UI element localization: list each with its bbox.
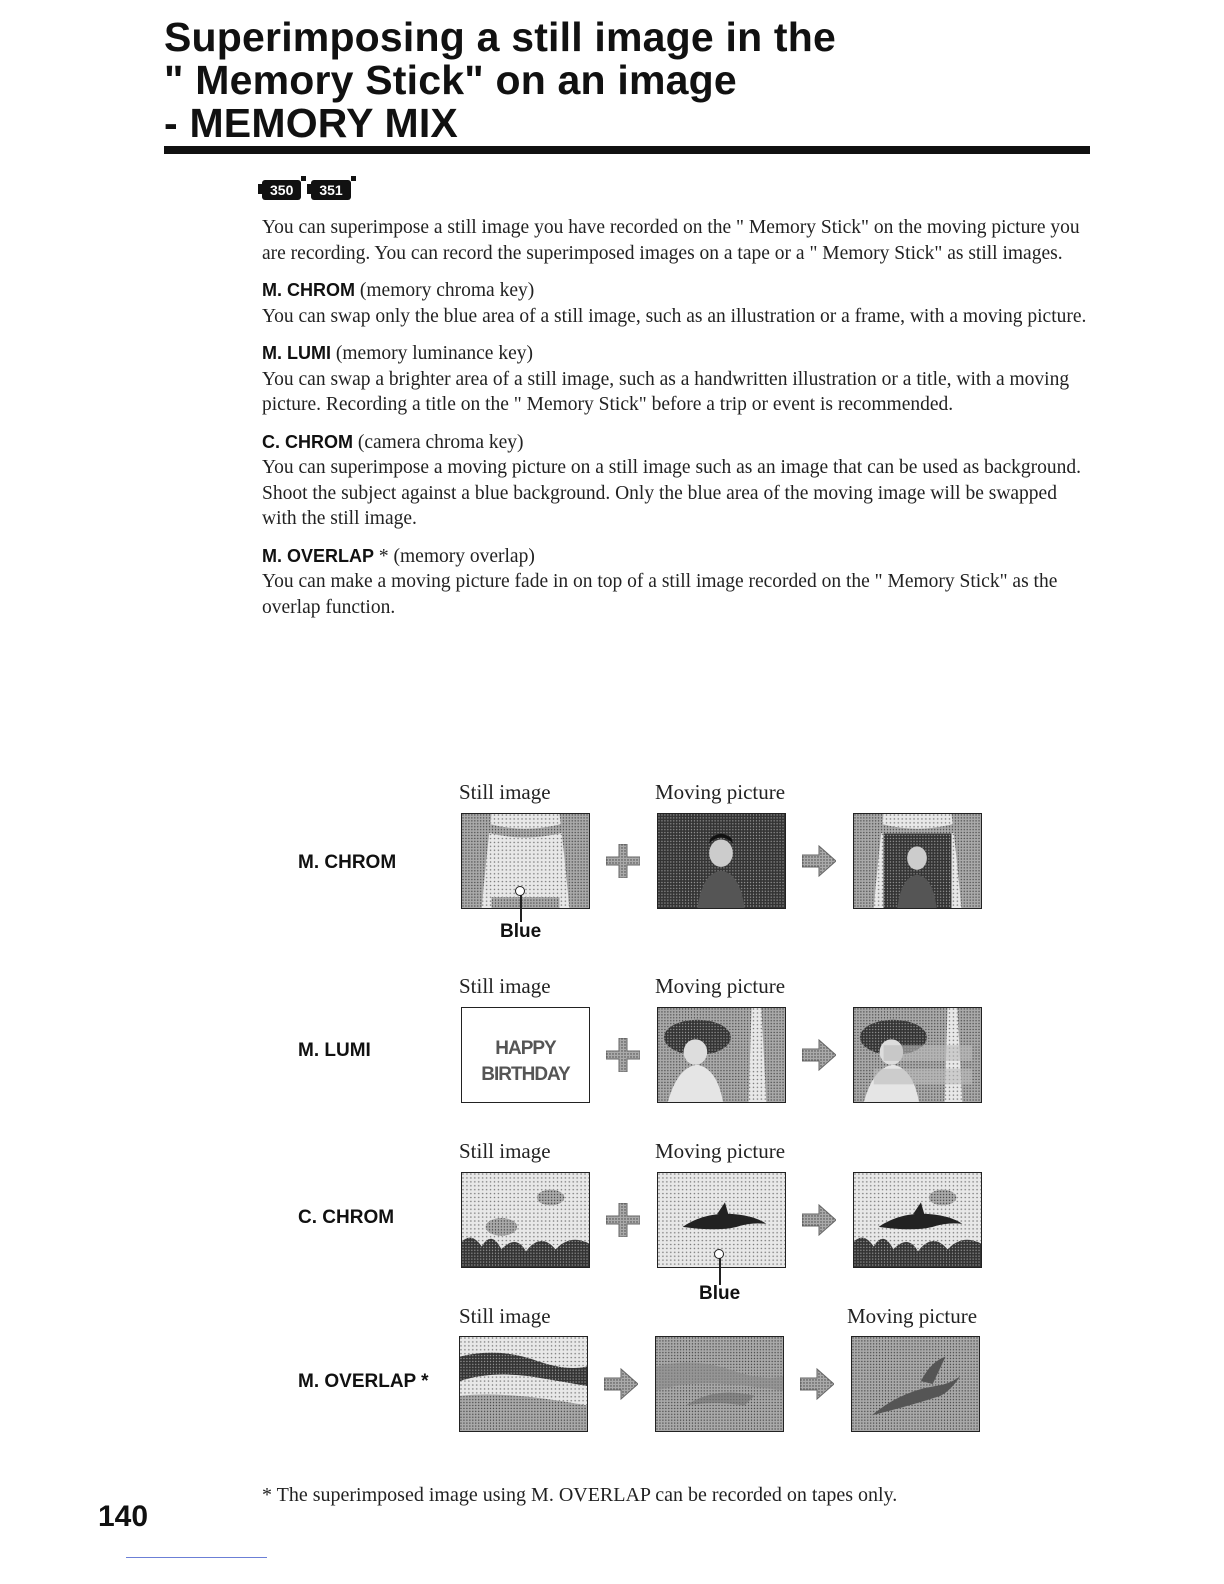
overlap-fade-image: [655, 1336, 784, 1432]
still-image-caption: Still image: [459, 1139, 551, 1163]
row-label-m-overlap: M. OVERLAP *: [298, 1371, 429, 1392]
footnote: * The superimposed image using M. OVERLAP can be recorded on tapes only.: [262, 1484, 898, 1506]
chrom-result-image: [853, 813, 982, 909]
moving-picture-caption: Moving picture: [655, 974, 786, 998]
mode-term: M. LUMI: [262, 343, 331, 363]
title-rule: [164, 146, 1090, 154]
girl-hat-image: [657, 1007, 786, 1103]
mode-term: C. CHROM: [262, 431, 353, 452]
moving-picture-caption: Moving picture: [655, 780, 786, 804]
mode-term: M. OVERLAP: [262, 545, 375, 566]
moving-picture-caption: Moving picture: [655, 1139, 786, 1163]
mode-description: You can superimpose a moving picture on a still image such as an image that can be used as background. Shoot the subject against a blue background. Only the blue area of the moving image will be swapped with the still image.: [262, 457, 1081, 529]
arrow-right-icon: [802, 1038, 836, 1072]
row-label-m-lumi: M. LUMI: [298, 1040, 371, 1061]
page-link-underline: [126, 1557, 267, 1558]
mode-m-lumi: [262, 341, 1092, 418]
plus-icon: [606, 1203, 640, 1237]
row-label-m-chrom: M. CHROM: [298, 852, 397, 873]
mode-paren: * (memory overlap): [374, 545, 535, 567]
blue-pointer: [719, 1255, 721, 1285]
title-text-birthday: BIRTHDAY: [481, 1064, 570, 1085]
mode-paren: (memory luminance key): [331, 343, 533, 364]
title-line-3: - MEMORY MIX: [164, 100, 458, 146]
waves-still-image: [459, 1336, 588, 1432]
blue-pointer: [520, 892, 522, 922]
title-line-1: Superimposing a still image in the: [164, 14, 837, 60]
stage-curtain-image: [461, 813, 590, 909]
bird-moving-picture-image: [851, 1336, 980, 1432]
intro-paragraph: You can superimpose a still image you have recorded on the " Memory Stick" on the moving picture you are recording. You can record the superimposed images on a tape or a " Memory Stick" as still images.: [262, 217, 1080, 264]
blue-label: Blue: [500, 921, 542, 942]
still-image-caption: Still image: [459, 1304, 551, 1328]
body-text: [262, 215, 1092, 632]
mode-description: You can swap only the blue area of a still image, such as an illustration or a frame, with a moving picture.: [262, 305, 1087, 327]
happy-birthday-title-image: [461, 1007, 590, 1103]
c-chrom-result-image: [853, 1172, 982, 1268]
lumi-result-image: [853, 1007, 982, 1103]
model-badge-350: 350: [262, 180, 301, 200]
arrow-right-icon: [802, 844, 836, 878]
moving-picture-caption: Moving picture: [847, 1304, 978, 1328]
woman-portrait-image: [657, 813, 786, 909]
mode-m-chrom: [262, 278, 1092, 329]
blue-label: Blue: [699, 1283, 741, 1304]
row-label-c-chrom: C. CHROM: [298, 1207, 395, 1228]
page-number: 140: [98, 1500, 149, 1533]
mode-paren: (memory chroma key): [355, 280, 535, 301]
title-line-2: " Memory Stick" on an image: [164, 57, 737, 103]
mode-m-overlap: [262, 544, 1092, 621]
arrow-right-icon: [802, 1203, 836, 1237]
page-title: [164, 16, 836, 145]
mode-paren: (camera chroma key): [353, 431, 524, 453]
title-text-happy: HAPPY: [495, 1038, 556, 1059]
still-image-caption: Still image: [459, 780, 551, 804]
mode-term: M. CHROM: [262, 280, 355, 300]
model-badge-351: 351: [311, 180, 350, 200]
mode-c-chrom: [262, 430, 1092, 532]
still-image-caption: Still image: [459, 974, 551, 998]
plus-icon: [606, 1038, 640, 1072]
arrow-right-icon: [604, 1367, 638, 1401]
mode-description: You can make a moving picture fade in on top of a still image recorded on the " Memory Stick" as the overlap function.: [262, 571, 1058, 618]
underwater-background-image: [461, 1172, 590, 1268]
mode-description: You can swap a brighter area of a still image, such as a handwritten illustration or a title, with a moving picture. Recording a title on the " Memory Stick" before a trip or event is recommended.: [262, 368, 1070, 415]
arrow-right-icon: [800, 1367, 834, 1401]
model-badges: [262, 180, 351, 200]
plus-icon: [606, 844, 640, 878]
